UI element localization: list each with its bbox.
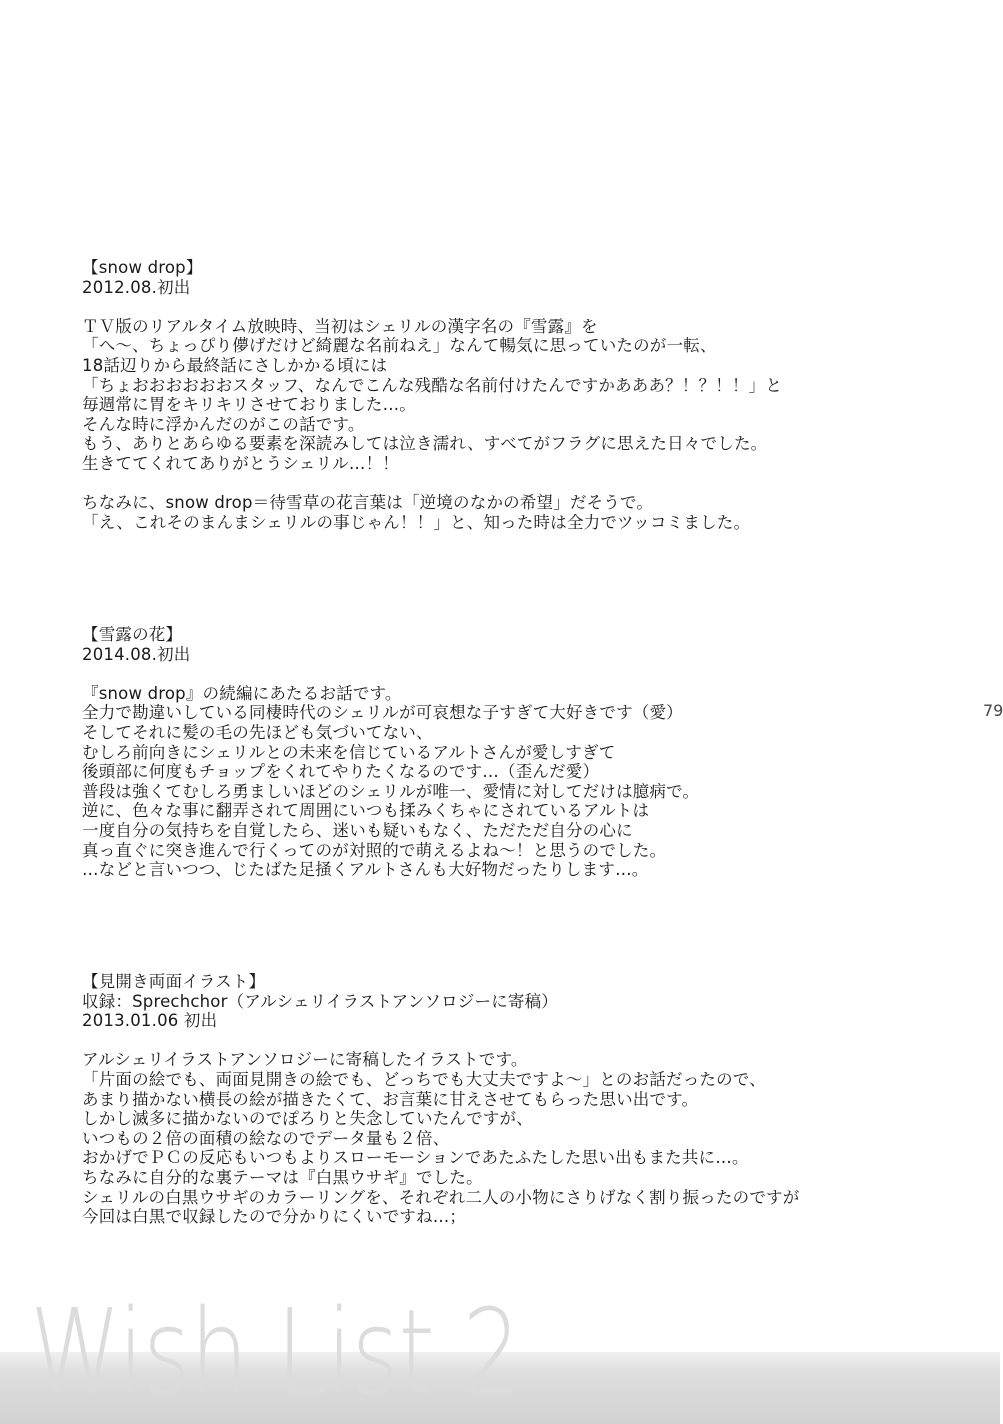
book-title-watermark: Wish List 2 bbox=[30, 1283, 521, 1421]
body-line: もう、ありとあらゆる要素を深読みしては泣き濡れ、すべてがフラグに思えた日々でした。 bbox=[82, 434, 768, 454]
body-line: しかし滅多に描かないのでぽろりと失念していたんですが、 bbox=[82, 1109, 533, 1129]
body-line: ちなみに自分的な裏テーマは『白黒ウサギ』でした。 bbox=[82, 1167, 483, 1187]
page-number: 79 bbox=[983, 701, 1003, 720]
body-line: 一度自分の気持ちを自覚したら、迷いも疑いもなく、ただただ自分の心に bbox=[82, 820, 633, 840]
section-body bbox=[82, 317, 942, 533]
section-heading: 【見開き両面イラスト】 bbox=[82, 972, 266, 991]
section-body bbox=[82, 1050, 942, 1226]
body-line: 逆に、色々な事に翻弄されて周囲にいつも揉みくちゃにされているアルトは bbox=[82, 801, 650, 821]
body-line: 毎週常に胃をキリキリさせておりました…。 bbox=[82, 395, 416, 415]
section-heading: 【雪露の花】 bbox=[82, 625, 183, 644]
body-line: …などと言いつつ、じたばた足掻くアルトさんも大好物だったりします…。 bbox=[82, 860, 649, 880]
body-line: むしろ前向きにシェリルとの未来を信じているアルトさんが愛しすぎて bbox=[82, 742, 616, 762]
body-line: 普段は強くてむしろ勇ましいほどのシェリルが唯一、愛情に対してだけは臆病で。 bbox=[82, 781, 700, 801]
body-line: 『snow drop』の続編にあたるお話です。 bbox=[82, 683, 402, 703]
body-line: 「片面の絵でも、両面見開きの絵でも、どっちでも大丈夫ですよ～」とのお話だったので、 bbox=[82, 1069, 766, 1089]
body-line: 「へ～、ちょっぴり儚げだけど綺麗な名前ねえ」なんて暢気に思っていたのが一転、 bbox=[82, 336, 717, 356]
body-line bbox=[82, 474, 942, 494]
section-yuki-tsuyu-no-hana bbox=[82, 625, 942, 880]
section-date: 2013.01.06 初出 bbox=[82, 1011, 218, 1031]
body-line: いつもの２倍の面積の絵なのでデータ量も２倍、 bbox=[82, 1128, 450, 1148]
section-body bbox=[82, 684, 942, 880]
body-line: そんな時に浮かんだのがこの話です。 bbox=[82, 414, 365, 434]
body-line: 今回は白黒で収録したので分かりにくいですね…； bbox=[82, 1207, 467, 1227]
body-line: あまり描かない横長の絵が描きたくて、お言葉に甘えさせてもらった思い出です。 bbox=[82, 1089, 699, 1109]
body-line: 真っ直ぐに突き進んで行くってのが対照的で萌えるよね～！と思うのでした。 bbox=[82, 840, 667, 860]
body-line: 全力で勘違いしている同棲時代のシェリルが可哀想な子すぎて大好きです（愛） bbox=[82, 703, 683, 723]
body-line: アルシェリイラストアンソロジーに寄稿したイラストです。 bbox=[82, 1050, 528, 1070]
body-line: おかげでＰＣの反応もいつもよりスローモーションであたふたした思い出もまた共に…。 bbox=[82, 1148, 749, 1168]
section-heading: 【snow drop】 bbox=[82, 258, 203, 277]
section-snow-drop bbox=[82, 258, 942, 532]
body-line: 生きててくれてありがとうシェリル…！！ bbox=[82, 453, 399, 473]
body-line: 後頭部に何度もチョップをくれてやりたくなるのです…（歪んだ愛） bbox=[82, 762, 600, 782]
body-line: ちなみに、snow drop＝待雪草の花言葉は「逆境のなかの希望」だそうで。 bbox=[82, 493, 654, 513]
section-credit: 収録：Sprechchor（アルシェリイラストアンソロジーに寄稿） bbox=[82, 991, 559, 1011]
body-line: 「ちょおおおおおおスタッフ、なんでこんな残酷な名前付けたんですかあああ？！？！！」と bbox=[82, 375, 783, 395]
body-line: 「え、これそのまんまシェリルの事じゃん！！」と、知った時は全力でツッコミました。 bbox=[82, 512, 751, 532]
section-date: 2014.08.初出 bbox=[82, 644, 191, 664]
body-line: シェリルの白黒ウサギのカラーリングを、それぞれ二人の小物にさりげなく割り振ったのですが bbox=[82, 1187, 800, 1207]
body-line: 18話辺りから最終話にさしかかる頃には bbox=[82, 355, 388, 375]
body-line: ＴＶ版のリアルタイム放映時、当初はシェリルの漢字名の『雪露』を bbox=[82, 316, 598, 336]
section-spread-illustration bbox=[82, 972, 942, 1227]
body-line: そしてそれに髪の毛の先ほども気づいてない、 bbox=[82, 722, 433, 742]
section-date: 2012.08.初出 bbox=[82, 277, 191, 297]
